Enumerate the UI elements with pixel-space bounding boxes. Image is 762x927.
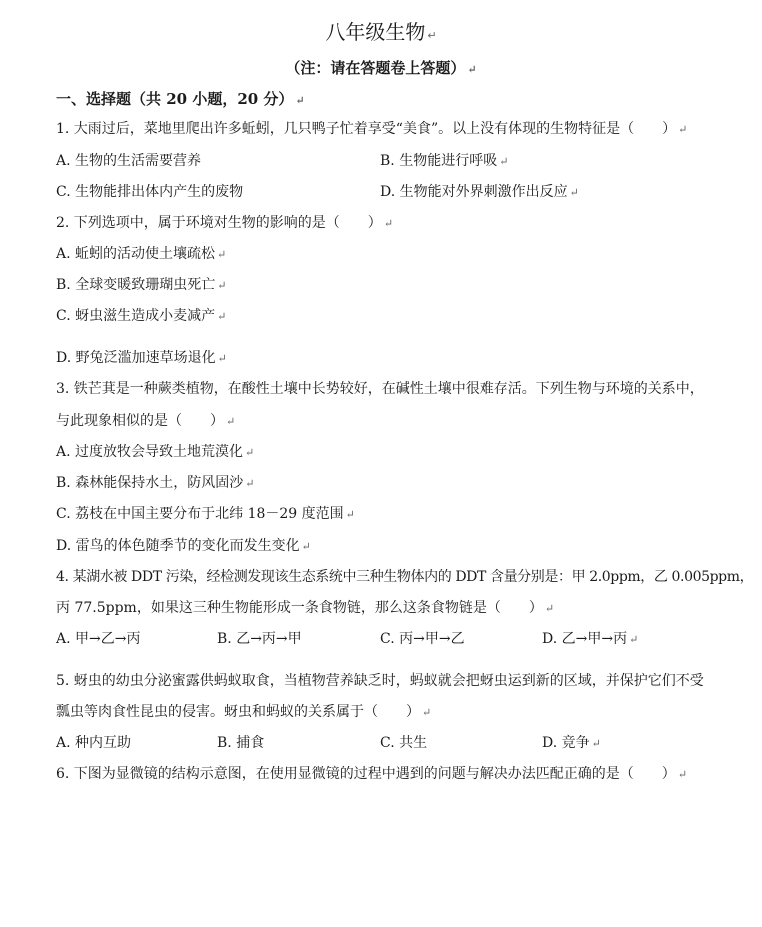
question-3-option-a: A. 过度放牧会导致土地荒漠化 ↵ — [56, 444, 255, 460]
paragraph-mark-icon: ↵ — [217, 352, 227, 365]
question-4-option-d: D. 乙→甲→丙 ↵ — [542, 631, 639, 647]
paragraph-mark-icon: ↵ — [226, 415, 236, 428]
question-3-stem-line-2: 与此现象相似的是（ ） ↵ — [56, 413, 236, 429]
question-1-option-b: B. 生物能进行呼吸 ↵ — [380, 153, 509, 169]
paragraph-mark-icon: ↵ — [427, 29, 437, 42]
question-4-option-a: A. 甲→乙→丙 — [56, 631, 141, 647]
document-title: 八年级生物 ↵ — [325, 20, 437, 44]
question-5-stem-line-1: 5. 蚜虫的幼虫分泌蜜露供蚂蚁取食，当植物营养缺乏时，蚂蚁就会把蚜虫运到新的区域，并保护它们不受 — [56, 673, 704, 689]
question-2-option-b: B. 全球变暖致珊瑚虫死亡 ↵ — [56, 277, 227, 293]
paragraph-mark-icon: ↵ — [677, 768, 688, 781]
paragraph-mark-icon: ↵ — [217, 248, 227, 261]
question-2-option-d: D. 野兔泛滥加速草场退化 ↵ — [56, 350, 227, 366]
paragraph-mark-icon: ↵ — [499, 155, 509, 168]
question-1-stem: 1. 大雨过后，菜地里爬出许多蚯蚓，几只鸭子忙着享受“美食”。以上没有体现的生物特征是（ ） ↵ — [56, 121, 688, 137]
question-5-stem-line-2: 瓢虫等肉食性昆虫的侵害。蚜虫和蚂蚁的关系属于（ ） ↵ — [56, 704, 432, 720]
question-3-option-d: D. 雷鸟的体色随季节的变化而发生变化 ↵ — [56, 538, 311, 554]
question-5-option-c: C. 共生 — [380, 735, 428, 751]
paragraph-mark-icon: ↵ — [678, 123, 688, 136]
document-subtitle: （注：请在答题卷上答题） ↵ — [285, 59, 477, 77]
question-2-option-a: A. 蚯蚓的活动使土壤疏松 ↵ — [56, 246, 227, 262]
question-5-option-a: A. 种内互助 — [56, 735, 132, 751]
paragraph-mark-icon: ↵ — [345, 508, 355, 521]
question-4-stem-line-2: 丙 77.5ppm，如果这三种生物能形成一条食物链，那么这条食物链是（ ） ↵ — [56, 600, 555, 616]
paragraph-mark-icon: ↵ — [245, 446, 255, 459]
paragraph-mark-icon: ↵ — [383, 217, 394, 230]
question-3-option-b: B. 森林能保持水土，防风固沙 ↵ — [56, 475, 255, 491]
paragraph-mark-icon: ↵ — [301, 540, 311, 553]
question-2-option-c: C. 蚜虫滋生造成小麦减产 ↵ — [56, 308, 227, 324]
question-2-stem: 2. 下列选项中，属于环境对生物的影响的是（ ） ↵ — [56, 215, 394, 231]
paragraph-mark-icon: ↵ — [591, 737, 601, 750]
question-1-option-c: C. 生物能排出体内产生的废物 — [56, 184, 244, 200]
question-4-option-b: B. 乙→丙→甲 — [217, 631, 302, 647]
question-4-stem-line-1: 4. 某湖水被 DDT 污染，经检测发现该生态系统中三种生物体内的 DDT 含量分别是：甲 2.0ppm，乙 0.005ppm， — [56, 569, 754, 585]
paragraph-mark-icon: ↵ — [295, 94, 305, 107]
question-1-option-a: A. 生物的生活需要营养 — [56, 153, 202, 169]
paragraph-mark-icon: ↵ — [217, 279, 227, 292]
paragraph-mark-icon: ↵ — [569, 186, 579, 199]
question-3-option-c: C. 荔枝在中国主要分布于北纬 18－29 度范围 ↵ — [56, 506, 355, 522]
paragraph-mark-icon: ↵ — [544, 602, 555, 615]
paragraph-mark-icon: ↵ — [422, 706, 432, 719]
question-5-option-d: D. 竞争 ↵ — [542, 735, 601, 751]
question-6-stem: 6. 下图为显微镜的结构示意图，在使用显微镜的过程中遇到的问题与解决办法匹配正确的是（ ） ↵ — [56, 766, 688, 782]
paragraph-mark-icon: ↵ — [245, 477, 255, 490]
question-3-stem-line-1: 3. 铁芒萁是一种蕨类植物，在酸性土壤中长势较好，在碱性土壤中很难存活。下列生物与环境的关系中， — [56, 381, 704, 397]
paragraph-mark-icon: ↵ — [467, 63, 477, 76]
question-5-option-b: B. 捕食 — [217, 735, 265, 751]
section-heading: 一、选择题（共 20 小题，20 分） ↵ — [56, 90, 305, 108]
question-4-option-c: C. 丙→甲→乙 — [380, 631, 465, 647]
paragraph-mark-icon: ↵ — [629, 633, 639, 646]
paragraph-mark-icon: ↵ — [217, 310, 227, 323]
question-1-option-d: D. 生物能对外界刺激作出反应 ↵ — [380, 184, 579, 200]
